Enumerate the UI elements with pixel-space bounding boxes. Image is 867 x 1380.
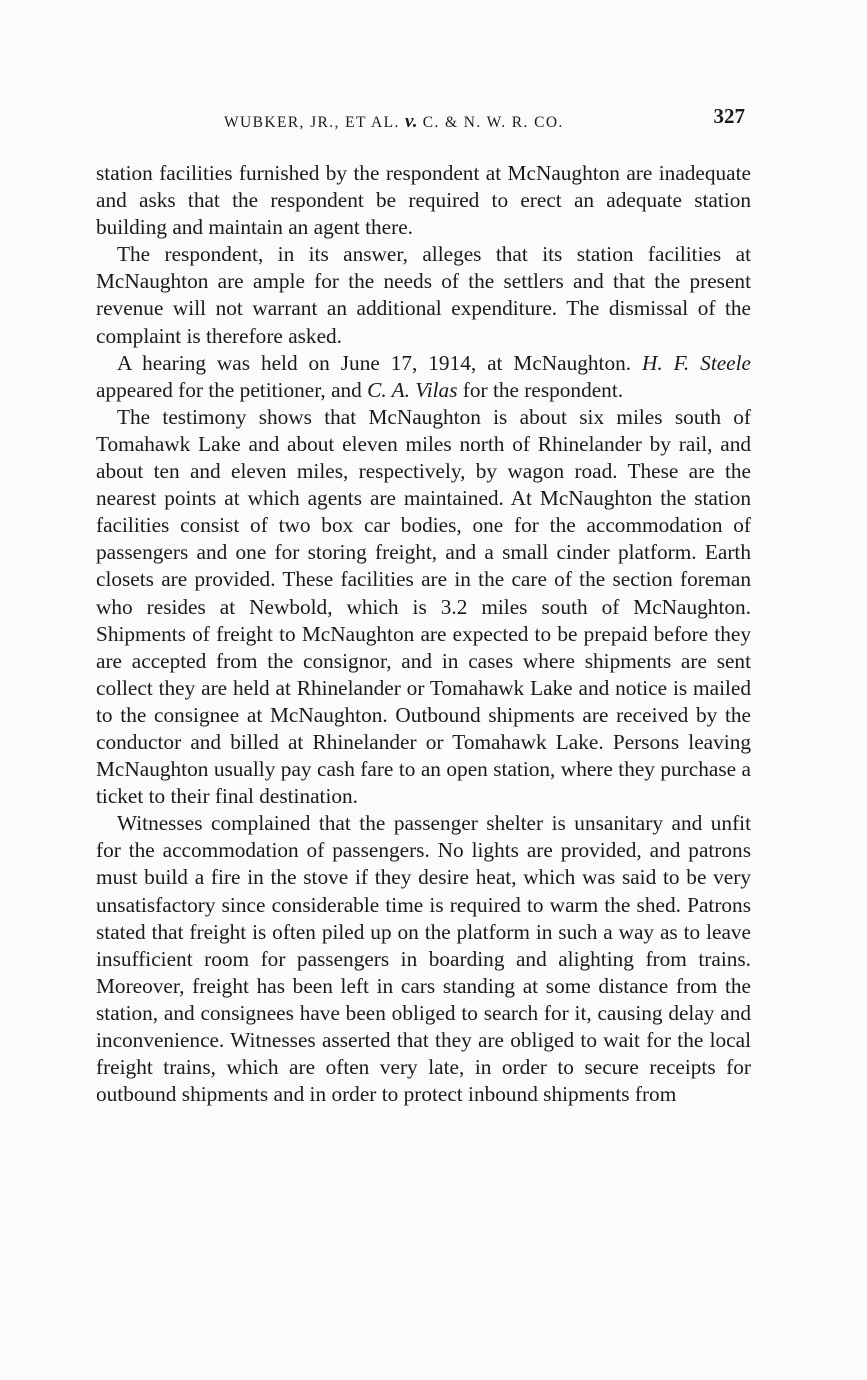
paragraph-continued: station facilities furnished by the respondent at McNaughton are inadequate and asks that the respondent be required to erect an adequate station building and maintain an agent there. [96,161,751,240]
paragraph-respondent-answer: The respondent, in its answer, alleges that its station facilities at McNaughton are ample for the needs of the settlers and that the present revenue will not warrant an additional expenditure. The dismissal of the complaint is therefore asked. [96,242,751,348]
paragraph-hearing: A hearing was held on June 17, 1914, at McNaughton. H. F. Steele appeared for the petitioner, and C. A. Vilas for the respondent. [96,350,752,402]
counsel-respondent: C. A. Vilas [367,377,458,402]
body-text [96,160,751,1108]
running-header [96,104,751,134]
page-number: 327 [713,104,745,128]
paragraph-testimony: The testimony shows that McNaughton is about six miles south of Tomahawk Lake and about eleven miles north of Rhinelander by rail, and about ten and eleven miles, respectively, by wagon road. These are the nearest points at which agents are maintained. At McNaughton the station facilities consist of two box car bodies, one for the accommodation of passengers and one for storing freight, and a small cinder platform. Earth closets are provided. These facilities are in the care of the section foreman who resides at Newbold, which is 3.2 miles south of McNaughton. Shipments of freight to McNaughton are expected to be prepaid before they are accepted from the consignor, and in cases where shipments are sent collect they are held at Rhinelander or Tomahawk Lake and notice is mailed to the consignee at McNaughton. Outbound shipments are received by the conductor and billed at Rhinelander or Tomahawk Lake. Persons leaving McNaughton usually pay cash fare to an open station, where they purchase a ticket to their final destination. [96,404,751,809]
running-title [224,111,564,133]
paragraph-witnesses: Witnesses complained that the passenger shelter is unsanitary and unfit for the accommodation of passengers. No lights are provided, and patrons must build a fire in the stove if they desire heat, which was said to be very unsatisfactory since considerable time is required to warm the shed. Patrons stated that freight is often piled up on the platform in such a way as to leave insufficient room for passengers in boarding and alighting from trains. Moreover, freight has been left in cars standing at some distance from the station, and consignees have been obliged to search for it, causing delay and inconvenience. Witnesses asserted that they are obliged to wait for the local freight trains, which are often very late, in order to secure receipts for outbound shipments and in order to protect inbound shipments from [96,811,751,1107]
running-title-respondent: C. & N. W. R. CO. [417,114,564,131]
running-title-versus: v. [405,111,418,132]
running-title-parties: WUBKER, JR., ET AL. [224,114,405,131]
counsel-petitioner: H. F. Steele [642,350,752,375]
